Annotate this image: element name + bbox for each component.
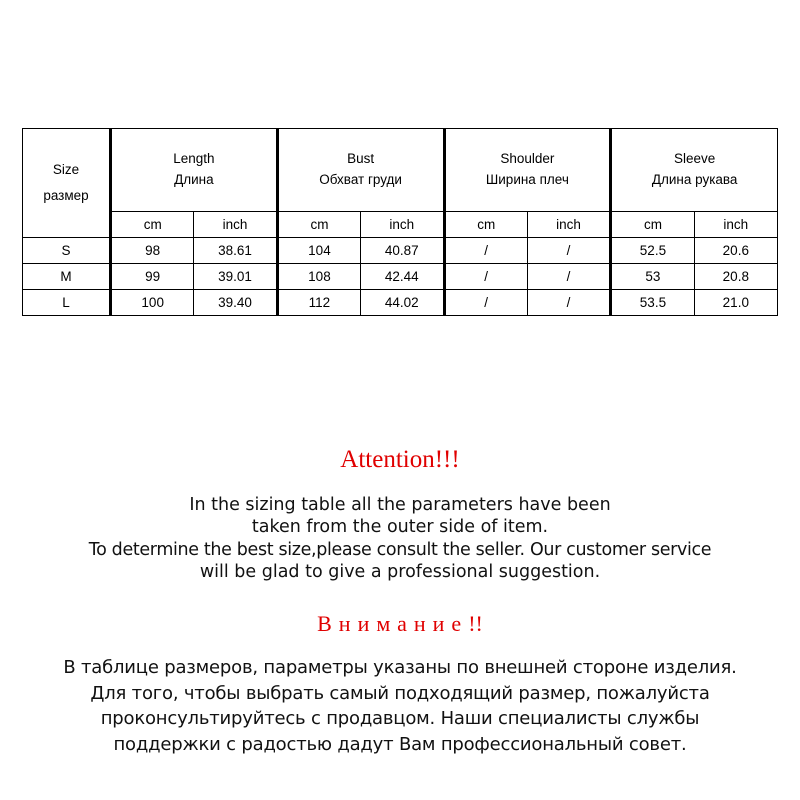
- header-group-length-ru: Длина: [174, 172, 214, 187]
- attention-heading-ru-word: Внимание: [317, 611, 469, 636]
- notice-line-ru-1: В таблице размеров, параметры указаны по внешней стороне изделия.: [63, 657, 737, 678]
- header-size-label-ru: размер: [43, 188, 89, 203]
- cell-sleeve-inch: 20.6: [694, 238, 777, 264]
- size-chart-table: [22, 128, 778, 316]
- attention-heading-ru-exclamation: !!: [468, 611, 483, 636]
- header-group-bust: [277, 129, 444, 212]
- header-group-bust-ru: Обхват груди: [319, 172, 402, 187]
- header-group-shoulder-en: Shoulder: [500, 151, 555, 167]
- unit-sleeve-inch: inch: [694, 212, 777, 238]
- notice-paragraph-en: [0, 494, 800, 584]
- cell-shoulder-inch: /: [527, 264, 610, 290]
- cell-sleeve-inch: 21.0: [694, 290, 777, 316]
- header-group-shoulder-ru: Ширина плеч: [485, 172, 569, 187]
- cell-bust-inch: 44.02: [361, 290, 444, 316]
- header-group-sleeve: [611, 129, 778, 212]
- cell-sleeve-cm: 53.5: [611, 290, 694, 316]
- notice-line-ru-2: Для того, чтобы выбрать самый подходящий размер, пожалуйста: [90, 682, 710, 704]
- size-chart-container: [22, 128, 778, 316]
- unit-sleeve-cm: cm: [611, 212, 694, 238]
- header-group-length-en: Length: [173, 151, 215, 167]
- unit-bust-cm: cm: [277, 212, 360, 238]
- unit-shoulder-cm: cm: [444, 212, 527, 238]
- cell-bust-cm: 112: [277, 290, 360, 316]
- attention-heading-ru: [0, 613, 800, 635]
- cell-size: L: [23, 290, 111, 316]
- cell-length-cm: 98: [111, 238, 194, 264]
- cell-shoulder-cm: /: [444, 264, 527, 290]
- header-size-cell: [23, 129, 111, 238]
- notice-line-en-2: taken from the outer side of item.: [251, 517, 549, 538]
- unit-length-inch: inch: [194, 212, 277, 238]
- cell-length-cm: 99: [111, 264, 194, 290]
- header-group-length: [111, 129, 278, 212]
- notice-line-ru-3: проконсультируйтесь с продавцом. Наши специалисты службы: [100, 708, 700, 730]
- cell-bust-inch: 42.44: [361, 264, 444, 290]
- table-header-unit-row: [23, 212, 778, 238]
- attention-heading-en: Attention!!!: [340, 446, 460, 473]
- cell-bust-cm: 104: [277, 238, 360, 264]
- notice-line-en-1: In the sizing table all the parameters have been: [189, 495, 611, 515]
- header-group-shoulder: [444, 129, 611, 212]
- cell-size: S: [23, 238, 111, 264]
- notice-line-en-3: To determine the best size,please consult the seller. Our customer service: [88, 539, 712, 560]
- cell-shoulder-cm: /: [444, 290, 527, 316]
- header-group-sleeve-en: Sleeve: [673, 151, 716, 167]
- notice-line-ru-4: поддержки с радостью дадут Вам профессиональный совет.: [113, 733, 687, 755]
- unit-shoulder-inch: inch: [527, 212, 610, 238]
- cell-length-cm: 100: [111, 290, 194, 316]
- notice-line-en-4: will be glad to give a professional suggestion.: [199, 562, 601, 583]
- table-row: [23, 264, 778, 290]
- cell-length-inch: 39.01: [194, 264, 277, 290]
- cell-shoulder-cm: /: [444, 238, 527, 264]
- table-row: [23, 238, 778, 264]
- header-size-label-en: Size: [52, 162, 80, 178]
- cell-length-inch: 39.40: [194, 290, 277, 316]
- unit-length-cm: cm: [111, 212, 194, 238]
- header-group-bust-en: Bust: [347, 151, 375, 167]
- cell-bust-cm: 108: [277, 264, 360, 290]
- notice-paragraph-ru: [0, 655, 800, 757]
- unit-bust-inch: inch: [361, 212, 444, 238]
- cell-bust-inch: 40.87: [361, 238, 444, 264]
- cell-shoulder-inch: /: [527, 290, 610, 316]
- cell-length-inch: 38.61: [194, 238, 277, 264]
- table-row: [23, 290, 778, 316]
- cell-shoulder-inch: /: [527, 238, 610, 264]
- cell-sleeve-cm: 52.5: [611, 238, 694, 264]
- cell-sleeve-inch: 20.8: [694, 264, 777, 290]
- table-header-group-row: [23, 129, 778, 212]
- cell-size: M: [23, 264, 111, 290]
- cell-sleeve-cm: 53: [611, 264, 694, 290]
- header-group-sleeve-ru: Длина рукава: [651, 172, 738, 187]
